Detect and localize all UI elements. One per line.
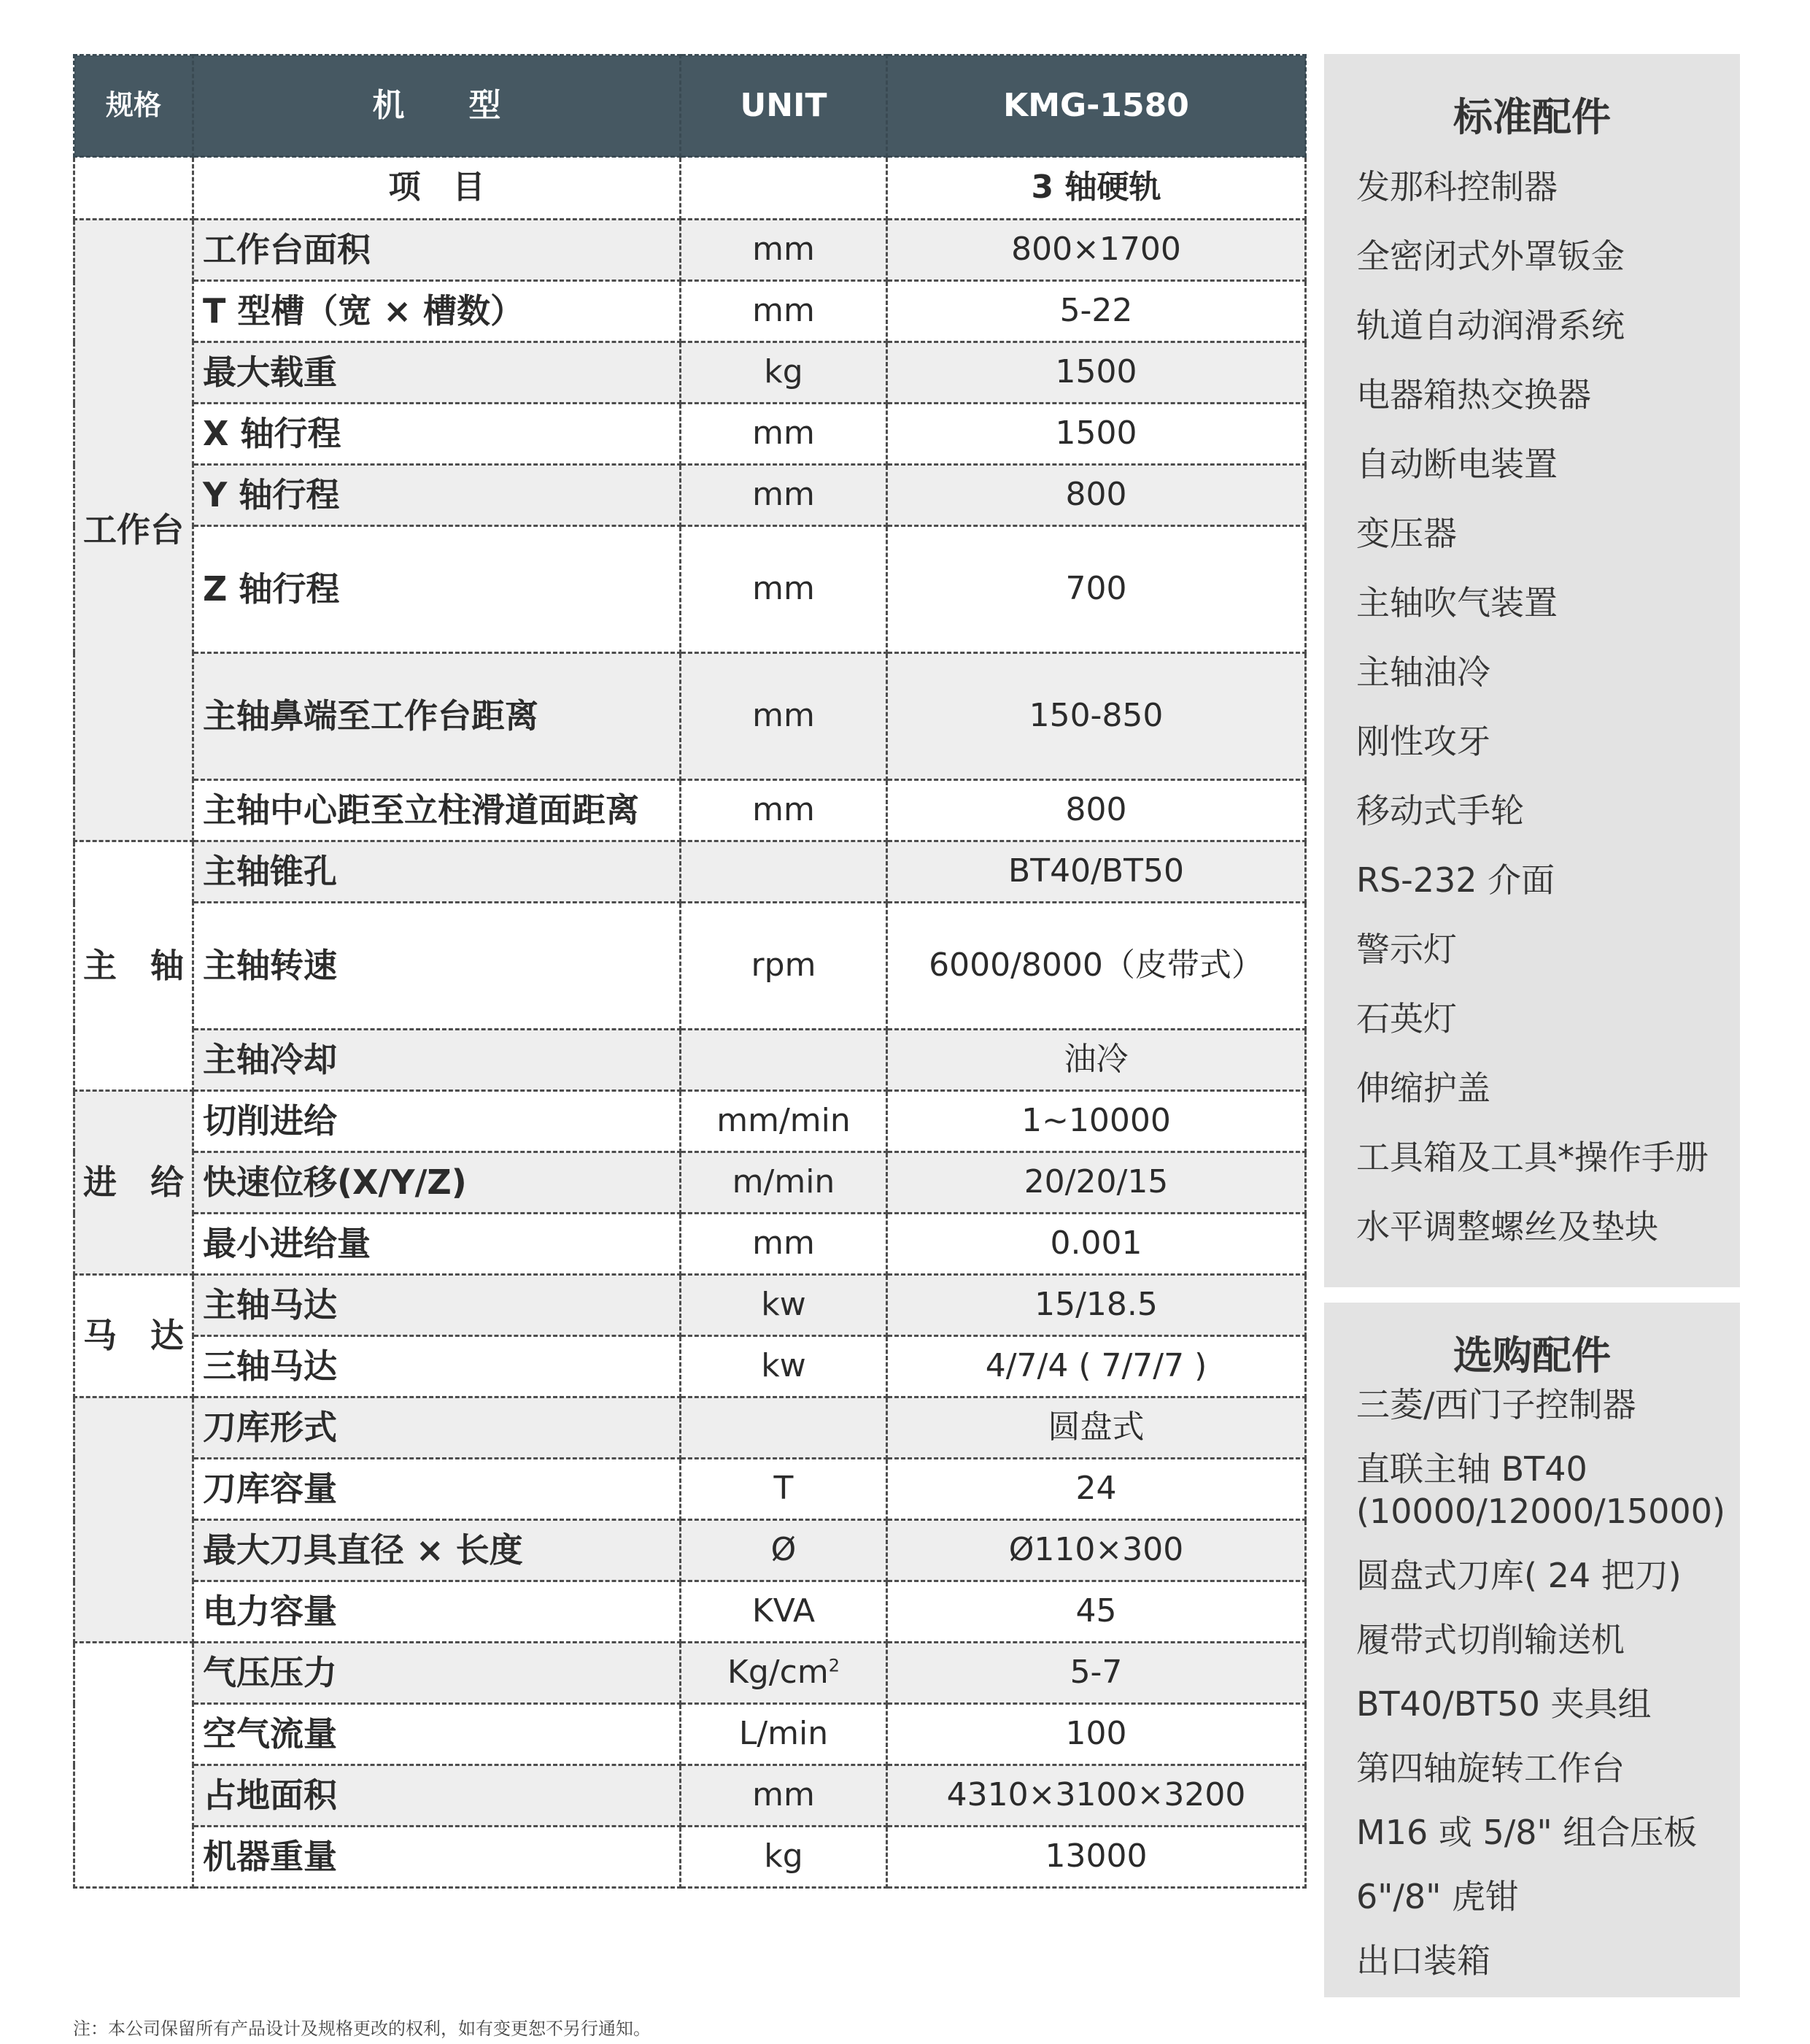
row-item: 快速位移(X/Y/Z) [193, 1152, 681, 1214]
list-item: 警示灯 [1356, 930, 1457, 969]
row-unit: Ø [681, 1520, 887, 1581]
row-unit: KVA [681, 1581, 887, 1643]
list-item: 刚性攻牙 [1356, 722, 1490, 761]
list-item: BT40/BT50 夹具组 [1356, 1684, 1652, 1724]
row-unit: mm/min [681, 1091, 887, 1152]
row-item: Y 轴行程 [193, 465, 681, 526]
list-item: 主轴吹气装置 [1356, 583, 1558, 622]
row-unit: T [681, 1459, 887, 1520]
row-value: 45 [887, 1581, 1306, 1643]
subheader-unit-blank [681, 157, 887, 220]
list-item: 发那科控制器 [1356, 167, 1558, 207]
row-unit-text: Kg/cm [727, 1654, 829, 1692]
row-unit: kw [681, 1336, 887, 1397]
row-value: 油冷 [887, 1030, 1306, 1091]
row-unit-sup: 2 [828, 1655, 840, 1676]
list-item: 6"/8" 虎钳 [1356, 1877, 1519, 1916]
group-motor: 马 达 [74, 1275, 193, 1397]
subheader-row [74, 157, 1306, 220]
list-item: 电器箱热交换器 [1356, 375, 1591, 414]
row-value: 15/18.5 [887, 1275, 1306, 1336]
list-item: 轨道自动润滑系统 [1356, 306, 1625, 345]
list-item: 主轴油冷 [1356, 652, 1490, 692]
row-item: 最大刀具直径 × 长度 [193, 1520, 681, 1581]
row-item: 主轴马达 [193, 1275, 681, 1336]
header-unit: UNIT [681, 55, 887, 157]
list-item-line: (10000/12000/15000) [1356, 1492, 1725, 1531]
row-value: BT40/BT50 [887, 841, 1306, 903]
group-toolmag-blank [74, 1397, 193, 1643]
row-value: 1500 [887, 342, 1306, 404]
row-unit: mm [681, 780, 887, 841]
row-item: 空气流量 [193, 1704, 681, 1765]
row-value: 13000 [887, 1827, 1306, 1888]
table-row [74, 1397, 1306, 1459]
list-item: 水平调整螺丝及垫块 [1356, 1207, 1658, 1246]
table-row [74, 1152, 1306, 1214]
list-item: 工具箱及工具*操作手册 [1356, 1138, 1709, 1177]
header-model: 机 型 [193, 55, 681, 157]
row-item: Z 轴行程 [193, 526, 681, 653]
list-item: 石英灯 [1356, 999, 1457, 1038]
optional-title: 选购配件 [1453, 1333, 1611, 1378]
row-value: 4/7/4 ( 7/7/7 ) [887, 1336, 1306, 1397]
list-item [1356, 1448, 1740, 1532]
table-row [74, 1704, 1306, 1765]
row-item: 切削进给 [193, 1091, 681, 1152]
row-unit [681, 1030, 887, 1091]
header-machine: KMG-1580 [887, 55, 1306, 157]
table-row [74, 1643, 1306, 1704]
row-unit: mm [681, 404, 887, 465]
row-unit: mm [681, 465, 887, 526]
row-unit [681, 841, 887, 903]
row-unit: m/min [681, 1152, 887, 1214]
row-item: 三轴马达 [193, 1336, 681, 1397]
row-unit [681, 1643, 887, 1704]
table-row [74, 281, 1306, 342]
standard-title: 标准配件 [1453, 94, 1611, 140]
row-unit: mm [681, 526, 887, 653]
row-value: 700 [887, 526, 1306, 653]
row-item: 机器重量 [193, 1827, 681, 1888]
table-row [74, 1091, 1306, 1152]
standard-accessories-panel [1324, 54, 1740, 1287]
list-item: M16 或 5/8" 组合压板 [1356, 1813, 1698, 1852]
list-item: 圆盘式刀库( 24 把刀) [1356, 1556, 1682, 1595]
row-value: Ø110×300 [887, 1520, 1306, 1581]
group-spindle: 主 轴 [74, 841, 193, 1091]
list-item: 出口装箱 [1356, 1941, 1490, 1981]
row-item: 电力容量 [193, 1581, 681, 1643]
row-item: 最小进给量 [193, 1214, 681, 1275]
row-unit: kg [681, 342, 887, 404]
list-item: 自动断电装置 [1356, 444, 1558, 484]
table-row [74, 526, 1306, 653]
row-item: 主轴冷却 [193, 1030, 681, 1091]
row-item: T 型槽（宽 × 槽数） [193, 281, 681, 342]
row-item: 主轴转速 [193, 903, 681, 1030]
row-unit: mm [681, 1214, 887, 1275]
optional-list [1324, 1384, 1740, 1982]
row-value: 5-22 [887, 281, 1306, 342]
table-row [74, 1459, 1306, 1520]
table-row [74, 465, 1306, 526]
row-value: 6000/8000（皮带式） [887, 903, 1306, 1030]
row-unit: mm [681, 653, 887, 780]
list-item-line: 直联主轴 BT40 [1356, 1449, 1587, 1489]
row-item: X 轴行程 [193, 404, 681, 465]
row-item: 最大载重 [193, 342, 681, 404]
row-value: 0.001 [887, 1214, 1306, 1275]
table-row [74, 404, 1306, 465]
row-unit: mm [681, 220, 887, 281]
row-unit: rpm [681, 903, 887, 1030]
row-value: 20/20/15 [887, 1152, 1306, 1214]
footnote: 注：本公司保留所有产品设计及规格更改的权利，如有变更恕不另行通知。 [73, 2018, 651, 2039]
row-item: 主轴锥孔 [193, 841, 681, 903]
group-worktable: 工作台 [74, 220, 193, 841]
table-row [74, 1275, 1306, 1336]
list-item: 变压器 [1356, 514, 1457, 553]
row-item: 工作台面积 [193, 220, 681, 281]
row-unit: mm [681, 1765, 887, 1827]
row-value: 800×1700 [887, 220, 1306, 281]
spec-table [73, 54, 1307, 1889]
row-unit [681, 1397, 887, 1459]
list-item: 三菱/西门子控制器 [1356, 1385, 1636, 1424]
optional-accessories-panel [1324, 1303, 1740, 1997]
table-row [74, 342, 1306, 404]
row-value: 4310×3100×3200 [887, 1765, 1306, 1827]
subheader-blank [74, 157, 193, 220]
row-value: 800 [887, 780, 1306, 841]
table-row [74, 1765, 1306, 1827]
row-item: 气压压力 [193, 1643, 681, 1704]
row-item: 刀库容量 [193, 1459, 681, 1520]
row-item: 刀库形式 [193, 1397, 681, 1459]
row-unit: kg [681, 1827, 887, 1888]
table-row [74, 1214, 1306, 1275]
list-item: 履带式切削输送机 [1356, 1620, 1625, 1659]
row-unit: mm [681, 281, 887, 342]
header-row [74, 55, 1306, 157]
list-item: 第四轴旋转工作台 [1356, 1748, 1625, 1788]
table-row [74, 841, 1306, 903]
table-row [74, 1581, 1306, 1643]
row-value: 150-850 [887, 653, 1306, 780]
row-item: 主轴鼻端至工作台距离 [193, 653, 681, 780]
subheader-item: 项 目 [193, 157, 681, 220]
group-feed: 进 给 [74, 1091, 193, 1275]
header-spec: 规格 [74, 55, 193, 157]
table-row [74, 653, 1306, 780]
row-value: 100 [887, 1704, 1306, 1765]
row-unit: kw [681, 1275, 887, 1336]
table-row [74, 1827, 1306, 1888]
row-item: 占地面积 [193, 1765, 681, 1827]
row-value: 24 [887, 1459, 1306, 1520]
group-other-blank [74, 1643, 193, 1888]
table-row [74, 780, 1306, 841]
table-row [74, 903, 1306, 1030]
row-value: 800 [887, 465, 1306, 526]
row-item: 主轴中心距至立柱滑道面距离 [193, 780, 681, 841]
row-value: 5-7 [887, 1643, 1306, 1704]
list-item: RS-232 介面 [1356, 860, 1555, 900]
list-item: 移动式手轮 [1356, 791, 1524, 830]
standard-list [1324, 153, 1740, 1262]
row-value: 1500 [887, 404, 1306, 465]
row-value: 1~10000 [887, 1091, 1306, 1152]
table-row [74, 1030, 1306, 1091]
list-item: 全密闭式外罩钣金 [1356, 236, 1625, 276]
row-value: 圆盘式 [887, 1397, 1306, 1459]
table-row [74, 220, 1306, 281]
list-item: 伸缩护盖 [1356, 1068, 1490, 1108]
table-row [74, 1520, 1306, 1581]
subheader-value: 3 轴硬轨 [887, 157, 1306, 220]
row-unit: L/min [681, 1704, 887, 1765]
table-row [74, 1336, 1306, 1397]
